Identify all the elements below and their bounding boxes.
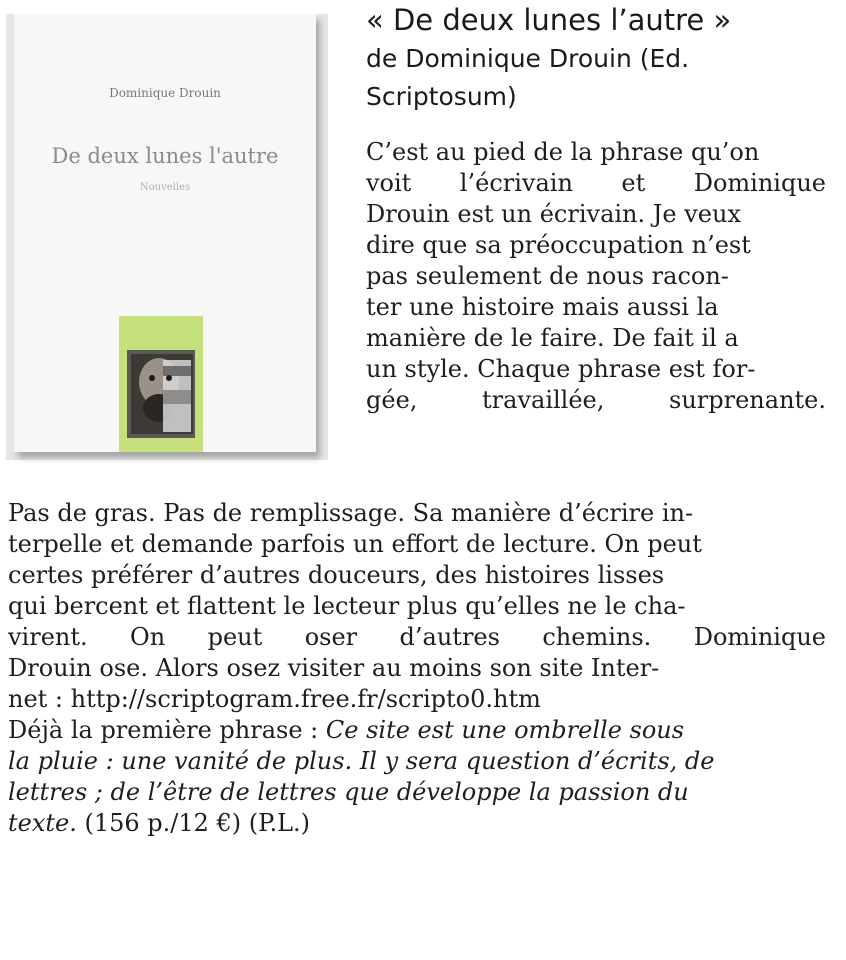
quote-text: texte. — [8, 809, 77, 837]
text-line: manière de le faire. De fait il a — [366, 324, 739, 352]
review-text-full-width — [8, 498, 826, 839]
cover-portrait-image — [119, 316, 203, 452]
quote-line-2 — [8, 746, 826, 777]
quote-text: la pluie : une vanité de plus. Il y sera question d’écrits, de — [8, 747, 715, 775]
text-line: ter une histoire mais aussi la — [366, 293, 719, 321]
cover-subtitle: Nouvelles — [139, 182, 191, 193]
text-line: voit l’écrivain et Dominique — [366, 169, 826, 197]
text-line: C’est au pied de la phrase qu’on — [366, 138, 760, 166]
text-line: certes préférer d’autres douceurs, des histoires lisses — [8, 561, 665, 589]
text-line: pas seulement de nous racon- — [366, 262, 729, 290]
portrait-illustration — [119, 316, 203, 452]
book-details: (156 p./12 €) (P.L.) — [76, 809, 311, 837]
book-cover — [14, 14, 316, 452]
text-line: un style. Chaque phrase est for- — [366, 355, 756, 383]
quote-intro: Déjà la première phrase : — [8, 716, 326, 744]
quote-text: Ce site est une ombrelle sous — [325, 716, 685, 744]
quote-text: lettres ; de l’être de lettres que développe la passion du — [8, 778, 689, 806]
quote-line-4 — [8, 808, 826, 839]
text-line: Drouin est un écrivain. Je veux — [366, 200, 741, 228]
text-line: virent. On peut oser d’autres chemins. Dominique — [8, 623, 826, 651]
quote-line-1 — [8, 715, 826, 746]
review-byline-2: Scriptosum) — [366, 82, 517, 111]
text-line: Drouin ose. Alors osez visiter au moins son site Inter- — [8, 654, 660, 682]
text-line: gée, travaillée, surprenante. — [366, 386, 826, 414]
cover-author: Dominique Drouin — [109, 86, 221, 100]
review-byline-1: de Dominique Drouin (Ed. — [366, 44, 690, 73]
cover-title: De deux lunes l'autre — [51, 144, 279, 168]
text-line: Pas de gras. Pas de remplissage. Sa manière d’écrire in- — [8, 499, 694, 527]
review-header — [366, 0, 826, 116]
website-url-line: net : http://scriptogram.free.fr/scripto0.htm — [8, 685, 541, 713]
text-line: terpelle et demande parfois un effort de lecture. On peut — [8, 530, 702, 558]
book-cover-frame — [6, 14, 328, 460]
quote-line-3 — [8, 777, 826, 808]
text-line: qui bercent et flattent le lecteur plus qu’elles ne le cha- — [8, 592, 686, 620]
review-text-right-column — [366, 137, 826, 416]
review-title: « De deux lunes l’autre » — [366, 3, 732, 37]
text-line: dire que sa préoccupation n’est — [366, 231, 751, 259]
